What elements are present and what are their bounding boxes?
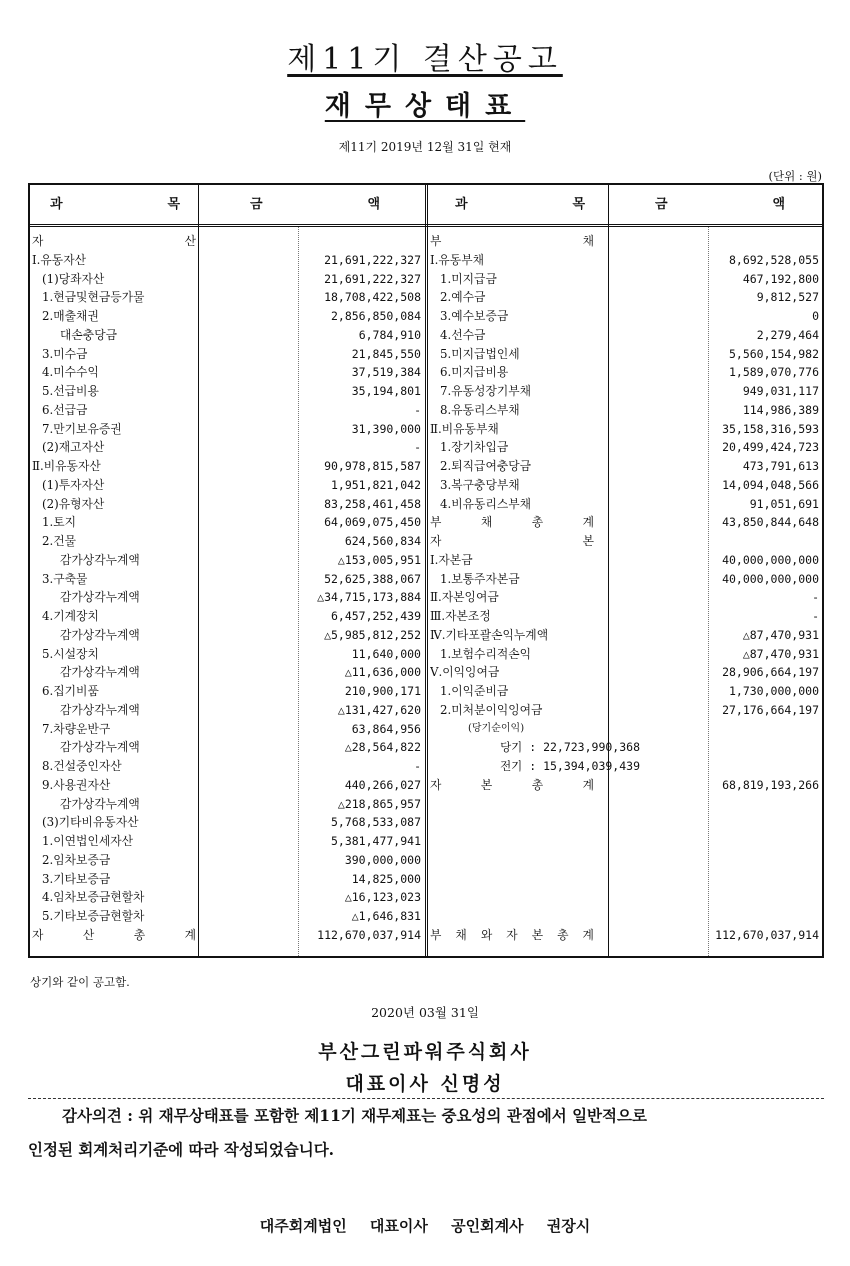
account-label: 6.집기비품 [42,684,99,698]
amount-value: 83,258,461,458 [324,496,421,511]
amount-value: - [414,440,421,455]
table-row [30,232,424,251]
table-row [428,495,822,514]
table-row [30,888,424,907]
table-row [428,382,822,401]
amount-value: 1,951,821,042 [330,477,421,492]
amount-value: 68,819,193,266 [722,777,819,792]
table-row [428,813,822,832]
amount-value: △87,470,931 [742,646,819,661]
table-row [30,326,424,345]
table-row [428,870,822,889]
amount-value: 63,864,956 [351,721,421,736]
amount-value: △5,985,812,252 [324,627,421,642]
table-row [30,363,424,382]
amount-value: △16,123,023 [344,890,421,905]
table-header [30,185,822,227]
account-label: 1.보통주자본금 [440,571,520,586]
amount-value: △11,636,000 [344,665,421,680]
amount-value: 112,670,037,914 [715,927,819,942]
account-label: Ⅲ.자본조정 [430,609,491,623]
amount-value: 0 [812,309,819,323]
table-row [428,682,822,701]
amount-value: 440,266,027 [344,777,421,792]
amount-value: - [812,590,819,605]
table-row [428,513,822,532]
account-label: 2.퇴직급여충당금 [440,459,532,473]
account-label: 6.선급금 [42,402,88,417]
account-label: 5.시설장치 [42,646,99,661]
amount-value: 112,670,037,914 [317,927,421,942]
account-label: 1.미지급금 [440,271,497,286]
table-row [30,588,424,607]
table-row [30,870,424,889]
amount-value: 114,986,389 [742,402,819,417]
amount-value: 1,730,000,000 [728,684,819,698]
account-label: 4.비유동리스부채 [440,496,532,511]
table-row [428,663,822,682]
table-row [428,345,822,364]
statement-title: 재무상태표 [324,91,526,122]
account-label: 자 본 총 계 [430,777,594,792]
account-label: (1)당좌자산 [42,271,105,286]
amount-value: 35,194,801 [351,384,421,398]
amount-value: △218,865,957 [337,796,421,811]
table-row [428,307,822,326]
amount-value: 390,000,000 [344,852,421,867]
account-label: 감가상각누계액 [60,740,140,755]
unit-label: (단위 : 원) [768,169,822,183]
account-label: 4.임차보증금현할차 [42,890,145,905]
table-row [428,532,822,551]
account-label: 감가상각누계액 [60,552,140,567]
account-label: 3.복구충당부채 [440,477,520,492]
table-row [30,720,424,739]
amount-value: 949,031,117 [742,384,819,398]
account-label: Ⅱ.비유동자산 [32,459,101,473]
auditor-name: 대주회계법인 대표이사 공인회계사 권장시 [259,1217,591,1235]
amount-value: 14,825,000 [351,871,421,886]
table-row [30,476,424,495]
account-label: 감가상각누계액 [60,796,140,811]
amount-value: 21,691,222,327 [324,252,421,267]
amount-value: △1,646,831 [351,909,421,923]
table-row [428,326,822,345]
account-label: (2)유형자산 [42,496,105,511]
table-row [30,382,424,401]
amount-value: 5,768,533,087 [330,815,421,830]
amount-value: 43,850,844,648 [722,515,819,530]
amount-value: 20,499,424,723 [722,440,819,455]
amount-value: 28,906,664,197 [722,665,819,680]
account-label: Ⅱ.자본잉여금 [430,590,499,605]
amount-value: 37,519,384 [351,365,421,380]
table-row [428,851,822,870]
account-label: Ⅰ.자본금 [430,552,473,567]
table-row [30,288,424,307]
amount-value: 21,845,550 [351,346,421,361]
amount-value: 64,069,075,450 [324,515,421,530]
amount-value: △28,564,822 [344,740,421,755]
amount-value: 31,390,000 [351,421,421,436]
amount-value: △87,470,931 [742,627,819,642]
account-label: 9.사용권자산 [42,777,111,792]
table-row [428,420,822,439]
account-label: Ⅰ.유동부채 [430,252,484,267]
account-label: 5.미지급법인세 [440,346,520,361]
header-amount-right: 금 액 [655,197,785,212]
account-label: 감가상각누계액 [60,665,140,680]
table-row [30,907,424,926]
notice-text: 상기와 같이 공고함. [30,975,130,989]
account-label: 부 채 와 자 본 총 계 [430,927,594,942]
amount-value: 9,812,527 [756,290,819,305]
table-row [30,307,424,326]
assets-column [30,232,424,945]
table-row [30,926,424,945]
account-label: 3.미수금 [42,346,88,361]
table-row [428,701,822,720]
table-row [30,757,424,776]
account-label: 8.건설중인자산 [42,759,122,773]
amount-value: - [812,609,819,623]
table-row [30,795,424,814]
table-row [30,626,424,645]
audit-opinion-line2: 인정된 회계처리기준에 따라 작성되었습니다. [28,1140,335,1159]
table-row [30,401,424,420]
table-row [30,645,424,664]
amount-value: 8,692,528,055 [728,252,819,267]
account-label: 1.현금및현금등가물 [42,290,145,305]
notice-date: 2020년 03월 31일 [371,1005,479,1020]
account-label: 4.미수수익 [42,365,99,380]
header-item-left: 과 목 [50,197,180,212]
account-label: 자 산 총 계 [32,927,196,942]
amount-value: 14,094,048,566 [722,477,819,492]
amount-value: 91,051,691 [749,496,819,511]
table-row [30,513,424,532]
table-row [30,813,424,832]
table-row [428,363,822,382]
account-label: 6.미지급비용 [440,365,509,380]
table-row [428,401,822,420]
account-label: 4.기계장치 [42,609,99,623]
table-row [428,551,822,570]
account-label: 7.유동성장기부채 [440,384,532,398]
audit-opinion-line1: 감사의견 : 위 재무상태표를 포함한 제11기 재무제표는 중요성의 관점에서 일반적으로 [62,1106,647,1125]
table-row [428,926,822,945]
amount-value: 2,279,464 [756,327,819,342]
account-label: 7.만기보유증권 [42,421,122,436]
account-label: 4.선수금 [440,327,486,342]
amount-value: △131,427,620 [337,702,421,717]
table-row [428,832,822,851]
table-row [30,832,424,851]
account-label: 1.토지 [42,515,77,530]
as-of-date: 제11기 2019년 12월 31일 현재 [338,140,512,154]
account-label: 자 본 [430,534,594,548]
header-item-right: 과 목 [455,197,585,212]
amount-value: - [414,759,421,773]
account-label: (3)기타비유동자산 [42,815,139,830]
amount-value: 27,176,664,197 [722,702,819,717]
amount-value: 2,856,850,084 [330,309,421,323]
amount-value: 35,158,316,593 [722,421,819,436]
account-label: 2.건물 [42,534,77,548]
table-row [428,645,822,664]
account-label: Ⅰ.유동자산 [32,252,86,267]
table-row [30,345,424,364]
amount-value: 473,791,613 [742,459,819,473]
account-label: 2.매출채권 [42,309,99,323]
table-row [428,588,822,607]
table-row [428,457,822,476]
amount-value: 18,708,422,508 [324,290,421,305]
balance-sheet-table [28,183,824,958]
account-label: (2)재고자산 [42,440,105,455]
table-row [30,701,424,720]
table-row [428,288,822,307]
table-row [428,570,822,589]
table-row [30,851,424,870]
amount-value: 6,784,910 [358,327,421,342]
account-label: 5.기타보증금현할차 [42,909,145,923]
liabilities-equity-column [428,232,822,945]
table-row [428,776,822,795]
amount-value: 467,192,800 [742,271,819,286]
ceo-name: 대표이사 신명성 [345,1073,505,1095]
amount-value: 5,381,477,941 [330,834,421,848]
account-label: 3.구축물 [42,571,88,586]
account-label: (당기순이익) [468,722,525,734]
account-label: 감가상각누계액 [60,702,140,717]
table-row [30,776,424,795]
amount-value: 90,978,815,587 [324,459,421,473]
account-label: 3.예수보증금 [440,309,509,323]
account-label: 3.기타보증금 [42,871,111,886]
amount-value: 210,900,171 [344,684,421,698]
amount-value: 21,691,222,327 [324,271,421,286]
table-row [30,251,424,270]
account-label: 8.유동리스부채 [440,402,520,417]
account-label: 2.미처분이익잉여금 [440,702,543,717]
amount-value: - [414,402,421,417]
amount-value: 1,589,070,776 [728,365,819,380]
account-label: 감가상각누계액 [60,627,140,642]
account-label: 부 채 [430,234,594,248]
account-label: 2.임차보증금 [42,852,111,867]
account-label: (1)투자자산 [42,477,105,492]
account-label: 2.예수금 [440,290,486,305]
table-row [428,251,822,270]
table-row [428,720,822,739]
table-row [428,607,822,626]
table-row [30,682,424,701]
amount-value: 40,000,000,000 [722,571,819,586]
table-row [30,420,424,439]
account-label: 1.보험수리적손익 [440,646,532,661]
amount-value: 11,640,000 [351,646,421,661]
account-label: 자 산 [32,234,196,248]
amount-value: △153,005,951 [337,552,421,567]
table-row [428,232,822,251]
table-row [30,438,424,457]
table-row [30,457,424,476]
account-label: Ⅱ.비유동부채 [430,421,499,436]
notice-title: 제11기 결산공고 [287,42,563,77]
table-row [30,607,424,626]
account-label: 5.선급비용 [42,384,99,398]
table-row [428,626,822,645]
account-label: Ⅳ.기타포괄손익누계액 [430,627,549,642]
account-label: 감가상각누계액 [60,590,140,605]
table-row [428,438,822,457]
amount-value: 5,560,154,982 [728,346,819,361]
table-row [30,270,424,289]
table-row [428,476,822,495]
account-label: 대손충당금 [60,327,117,342]
amount-value: 당기 : 22,723,990,368 [500,740,640,755]
table-row [30,551,424,570]
table-row [428,738,822,757]
account-label: 7.차량운반구 [42,721,111,736]
amount-value: 52,625,388,067 [324,571,421,586]
amount-value: 6,457,252,439 [330,609,421,623]
amount-value: △34,715,173,884 [317,590,421,605]
account-label: 1.장기차입금 [440,440,509,455]
header-amount-left: 금 액 [250,197,380,212]
table-row [428,888,822,907]
account-label: 1.이익준비금 [440,684,509,698]
table-row [30,495,424,514]
table-row [30,663,424,682]
table-row [30,570,424,589]
table-row [30,738,424,757]
table-row [428,757,822,776]
account-label: 1.이연법인세자산 [42,834,134,848]
company-name: 부산그린파워주식회사 [318,1041,532,1063]
table-row [30,532,424,551]
table-row [428,795,822,814]
amount-value: 624,560,834 [344,534,421,548]
table-row [428,907,822,926]
amount-value: 전기 : 15,394,039,439 [500,759,640,773]
table-row [428,270,822,289]
account-label: Ⅴ.이익잉여금 [430,665,500,680]
account-label: 부 채 총 계 [430,515,594,530]
separator-line [28,1098,824,1099]
amount-value: 40,000,000,000 [722,552,819,567]
